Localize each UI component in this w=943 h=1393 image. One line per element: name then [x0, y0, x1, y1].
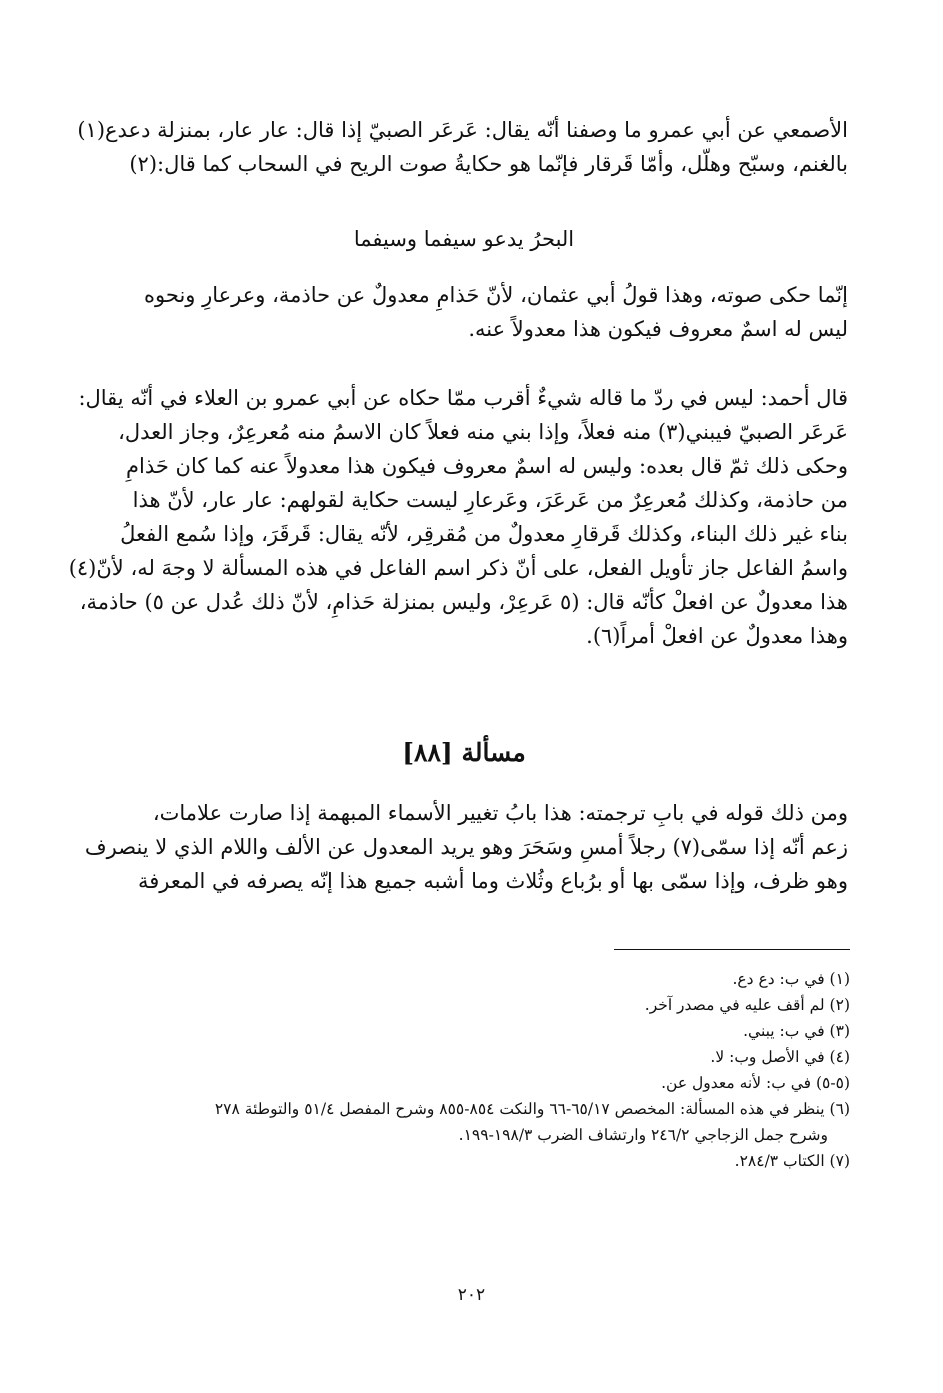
footnote: (١) في ب: دع دع.: [732, 970, 850, 988]
text-line: الأصمعي عن أبي عمرو ما وصفنا أنّه يقال: عَرعَر الصبيّ إذا قال: عار عار، بمنزلة دعدع(١): [77, 118, 848, 142]
text-line: ليس له اسمٌ معروف فيكون هذا معدولاً عنه.: [468, 317, 848, 341]
footnote: (٤) في الأصل وب: لا.: [710, 1048, 850, 1066]
footnote: (٣) في ب: يبني.: [743, 1022, 850, 1040]
footnote-separator: [614, 949, 850, 950]
paragraph-ahmad: [68, 381, 848, 653]
paragraph-intro: [77, 113, 848, 181]
text-line: وحكى ذلك ثمّ قال بعده: وليس له اسمٌ معروف فيكون هذا معدولاً عنه كما كان حَذامِ: [126, 454, 848, 478]
text-line: عَرعَر الصبيّ فيبني(٣) منه فعلاً، وإذا بني منه فعلاً كان الاسمُ منه مُعرعِرٌ، وجاز العدل،: [118, 420, 848, 444]
paragraph-section-88: [80, 796, 848, 898]
text-line: ومن ذلك قوله في بابِ ترجمته: هذا بابُ تغيير الأسماء المبهمة إذا صارت علامات،: [152, 801, 848, 825]
footnote: (٦) ينظر في هذه المسألة: المخصص ٦٥/١٧-٦٦ والنكت ٨٥٤-٨٥٥ وشرح المفصل ٥١/٤ والتوطئة ٢٧٨: [214, 1100, 850, 1118]
footnote: (٧) الكتاب ٢٨٤/٣.: [734, 1152, 850, 1170]
text-line: هذا معدولٌ عن افعلْ كأنّه قال: (٥ عَرعِرْ، وليس بمنزلة حَذامِ، لأنّ ذلك عُدل عن ٥) حاذمة،: [79, 590, 848, 614]
poetry-verse: البحرُ يدعو سيفما وسيفما: [353, 227, 575, 251]
text-line: بناء غير ذلك البناء، وكذلك قَرقارِ معدولٌ من مُقرقِر، لأنّه يقال: قَرقَرَ، وإذا سُمع الفعلُ: [120, 522, 848, 546]
footnotes: [80, 966, 850, 1174]
text-line: إنّما حكى صوته، وهذا قولُ أبي عثمان، لأنّ حَذامِ معدولٌ عن حاذمة، وعرعارِ ونحوه: [144, 283, 848, 307]
text-line: من حاذمة، وكذلك مُعرعِرٌ من عَرعَرَ، وعَرعارِ ليست حكاية لقولهم: عار عار، لأنّ هذا: [132, 488, 848, 512]
text-line: وهذا معدولٌ عن افعلْ أمراً(٦).: [586, 624, 848, 648]
footnote: (٥-٥) في ب: لأنه معدول عن.: [661, 1074, 850, 1092]
text-line: واسمُ الفاعل جاز تأويل الفعل، على أنّ ذكر اسم الفاعل في هذه المسألة لا وجهَ له، لأنّ(٤): [68, 556, 848, 580]
footnote: (٢) لم أقف عليه في مصدر آخر.: [644, 996, 850, 1014]
text-line: زعم أنّه إذا سمّى(٧) رجلاً أمسِ وسَحَرَ وهو يريد المعدول عن الألف واللام الذي لا ينصرف: [84, 835, 848, 859]
paragraph-abu-uthman: [80, 278, 848, 346]
text-line: قال أحمد: ليس في ردّ ما قاله شيءٌ أقرب ممّا حكاه عن أبي عمرو بن العلاء في أنّه يقال:: [78, 386, 848, 410]
section-heading: مسألة [٨٨]: [402, 738, 526, 767]
footnote-continuation: وشرح جمل الزجاجي ٢٤٦/٢ وارتشاف الضرب ١٩٨/٣-١٩٩.: [458, 1126, 828, 1144]
text-line: بالغنم، وسبّح وهلّل، وأمّا قَرقار فإنّما هو حكايةُ صوت الريح في السحاب كما قال:(٢): [129, 152, 848, 176]
page-number: ٢٠٢: [457, 1285, 486, 1305]
text-line: وهو ظرف، وإذا سمّى بها أو برُباع وثُلاث وما أشبه جميع هذا إنّه يصرفه في المعرفة: [137, 869, 848, 893]
